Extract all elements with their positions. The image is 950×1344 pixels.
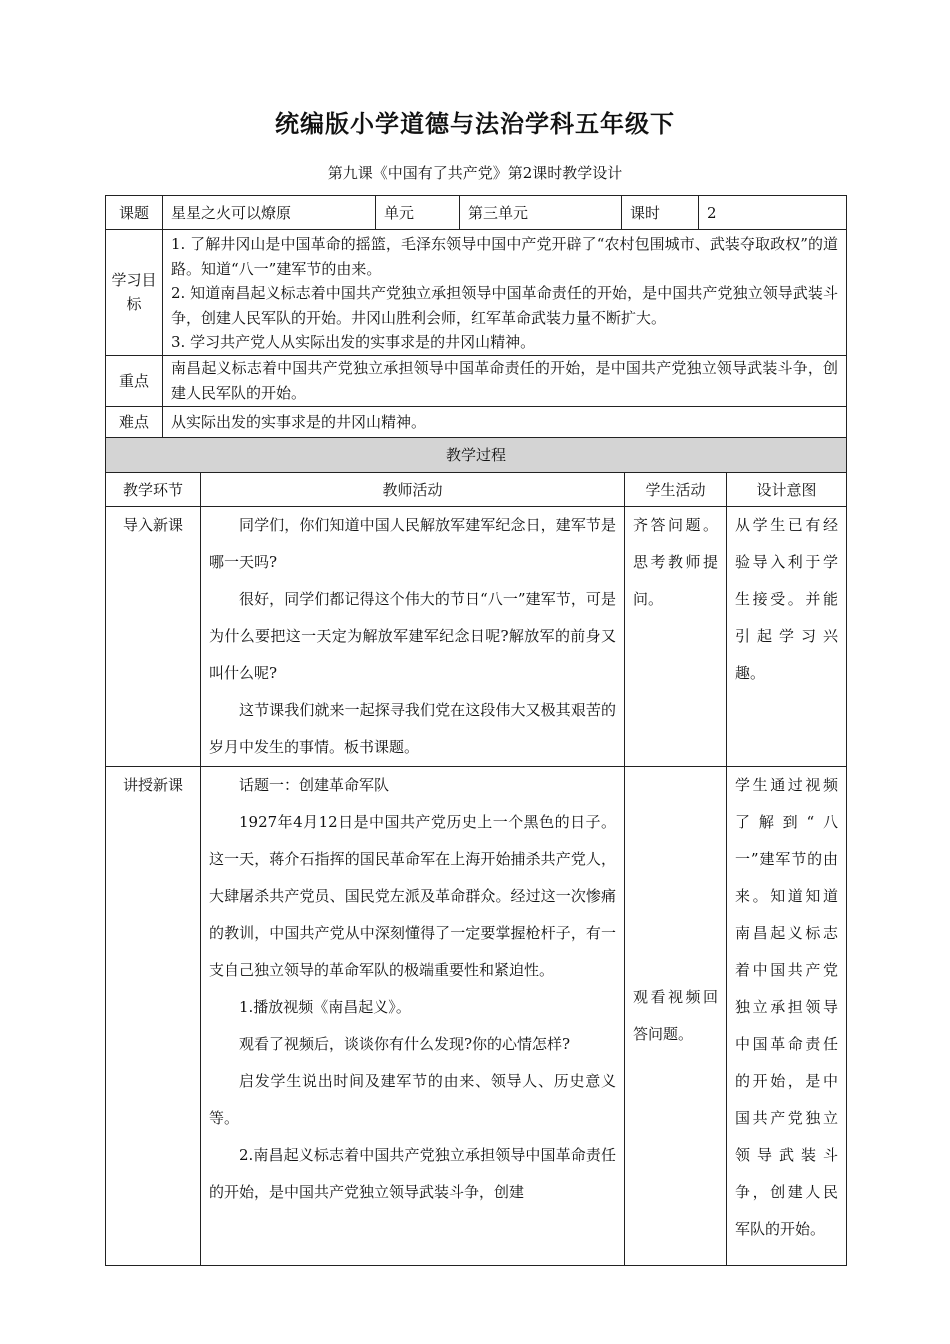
stage-cell: 讲授新课	[106, 767, 201, 1266]
topic-row	[106, 196, 847, 230]
lesson-subtitle: 第九课《中国有了共产党》第2课时教学设计	[327, 164, 623, 182]
goal-item: 3. 学习共产党人从实际出发的实事求是的井冈山精神。	[171, 333, 536, 351]
process-band	[106, 438, 847, 473]
period-label: 课时	[622, 196, 699, 230]
header-stage: 教学环节	[106, 473, 201, 507]
process-row-intro	[106, 507, 847, 767]
goals-row	[106, 230, 847, 356]
document-title: 统编版小学道德与法治学科五年级下	[275, 109, 675, 138]
teacher-paragraph: 同学们，你们知道中国人民解放军建军纪念日，建军节是哪一天吗?	[209, 516, 616, 571]
teacher-paragraph: 1.播放视频《南昌起义》。	[239, 998, 411, 1016]
process-band-title: 教学过程	[106, 438, 847, 473]
header-teacher: 教师活动	[201, 473, 625, 507]
process-row-new-lesson	[106, 767, 847, 1266]
goal-item: 1. 了解井冈山是中国革命的摇篮，毛泽东领导中国中产党开辟了“农村包围城市、武装夺取政权”的道路。知道“八一”建军节的由来。	[171, 235, 838, 278]
teacher-activity	[201, 767, 625, 1266]
teacher-activity	[201, 507, 625, 767]
key-point-row	[106, 355, 847, 406]
teacher-paragraph: 这节课我们就来一起探寻我们党在这段伟大又极其艰苦的岁月中发生的事情。板书课题。	[209, 701, 616, 756]
difficulty-value: 从实际出发的实事求是的井冈山精神。	[163, 406, 847, 438]
teacher-paragraph: 1927年4月12日是中国共产党历史上一个黑色的日子。这一天，蒋介石指挥的国民革命军在上海开始捕杀共产党人，大肆屠杀共产党员、国民党左派及革命群众。经过这一次惨痛的教训，中国共产党从中深刻懂得了一定要掌握枪杆子，有一支自己独立领导的革命军队的极端重要性和紧迫性。	[209, 813, 616, 979]
header-student: 学生活动	[625, 473, 727, 507]
student-activity: 齐答问题。思考教师提问。	[625, 507, 727, 767]
period-value: 2	[699, 196, 847, 230]
topic-label: 课题	[106, 196, 163, 230]
teacher-paragraph: 话题一：创建革命军队	[239, 776, 390, 794]
teacher-paragraph: 启发学生说出时间及建军节的由来、领导人、历史意义等。	[209, 1072, 616, 1127]
design-intent: 学生通过视频了解到“八一”建军节的由来。知道知道南昌起义标志着中国共产党独立承担领导中国革命责任的开始，是中国共产党独立领导武装斗争，创建人民军队的开始。	[727, 767, 847, 1266]
teacher-paragraph: 2.南昌起义标志着中国共产党独立承担领导中国革命责任的开始，是中国共产党独立领导武装斗争，创建	[209, 1146, 616, 1201]
header-intent: 设计意图	[727, 473, 847, 507]
teacher-paragraph: 观看了视频后，谈谈你有什么发现?你的心情怎样?	[239, 1035, 571, 1053]
difficulty-row	[106, 406, 847, 438]
unit-label: 单元	[376, 196, 460, 230]
difficulty-label: 难点	[106, 406, 163, 438]
design-intent: 从学生已有经验导入利于学生接受。并能引起学习兴趣。	[727, 507, 847, 767]
goals-label: 学习目标	[106, 230, 163, 356]
unit-value: 第三单元	[460, 196, 622, 230]
key-point-value: 南昌起义标志着中国共产党独立承担领导中国革命责任的开始，是中国共产党独立领导武装斗争，创建人民军队的开始。	[163, 355, 847, 406]
student-activity: 观看视频回答问题。	[625, 767, 727, 1266]
teacher-paragraph: 很好，同学们都记得这个伟大的节日“八一”建军节，可是为什么要把这一天定为解放军建军纪念日呢?解放军的前身又叫什么呢?	[209, 590, 616, 682]
process-header-row	[106, 473, 847, 507]
goals-content	[163, 230, 847, 356]
teaching-process-table	[105, 437, 847, 1266]
lesson-info-table	[105, 195, 847, 439]
stage-cell: 导入新课	[106, 507, 201, 767]
key-point-label: 重点	[106, 355, 163, 406]
topic-value: 星星之火可以燎原	[163, 196, 376, 230]
goal-item: 2. 知道南昌起义标志着中国共产党独立承担领导中国革命责任的开始，是中国共产党独立领导武装斗争，创建人民军队的开始。井冈山胜利会师，红军革命武装力量不断扩大。	[171, 284, 838, 327]
